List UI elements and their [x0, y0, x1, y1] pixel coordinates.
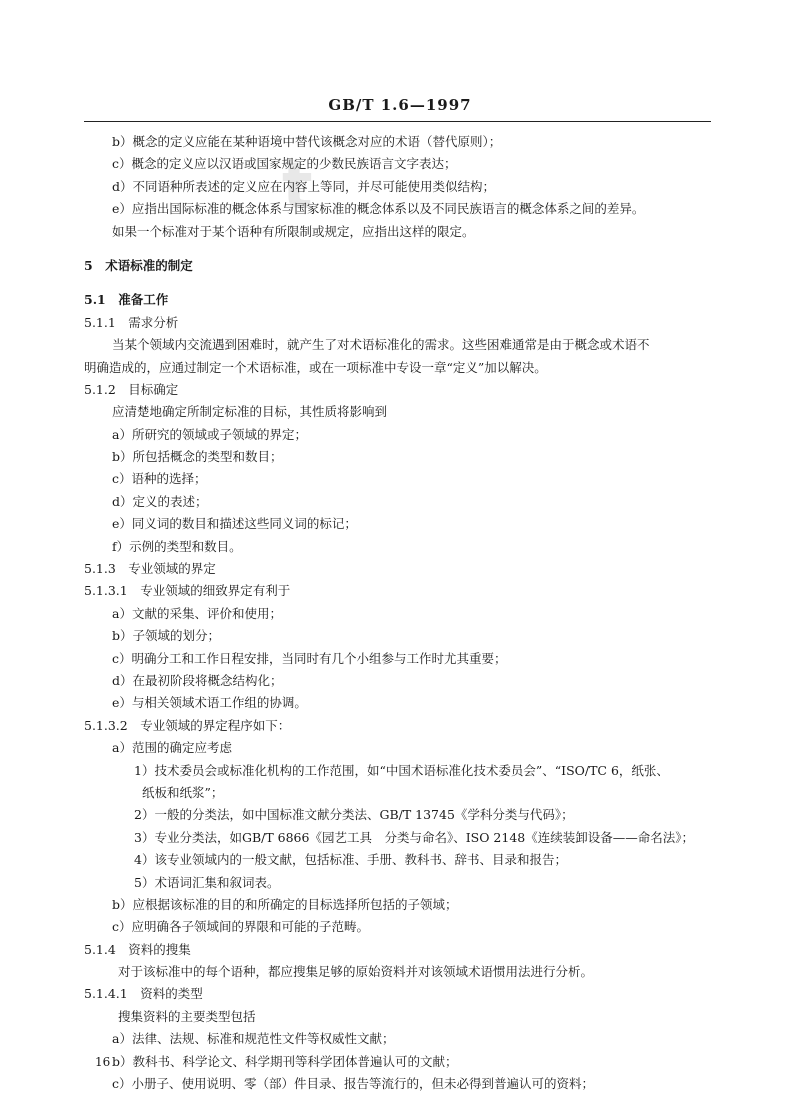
list-item: a）文献的采集、评价和使用；	[112, 605, 282, 621]
list-item: c）小册子、使用说明、零（部）件目录、报告等流行的，但未必得到普遍认可的资料；	[112, 1076, 595, 1092]
list-item: c）概念的定义应以汉语或国家规定的少数民族语言文字表达；	[112, 156, 457, 172]
header-title: GB/T 1.6—1997	[328, 96, 472, 114]
subsection-heading: 5.1.3 专业领域的界定	[84, 561, 216, 577]
list-item: c）应明确各子领域间的界限和可能的子范畴。	[112, 919, 370, 935]
list-item: b）概念的定义应能在某种语境中替代该概念对应的术语（替代原则）；	[112, 134, 502, 149]
list-item: e）与相关领域术语工作组的协调。	[112, 695, 307, 711]
paragraph: 如果一个标准对于某个语种有所限制或规定，应指出这样的限定。	[112, 223, 475, 239]
subsection-heading: 5.1.4.1 资料的类型	[84, 986, 203, 1002]
list-item: b）子领域的划分；	[112, 628, 221, 644]
subsection-heading: 5.1.4 资料的搜集	[84, 941, 191, 957]
paragraph: 应清楚地确定所制定标准的目标，其性质将影响到	[112, 404, 388, 420]
watermark: t	[282, 150, 315, 224]
subsection-heading: 5.1.3.2 专业领域的界定程序如下：	[84, 717, 291, 733]
paragraph: 搜集资料的主要类型包括	[118, 1008, 256, 1024]
list-item: 4）该专业领域内的一般文献，包括标准、手册、教科书、辞书、目录和报告；	[134, 852, 567, 868]
list-item: b）教科书、科学论文、科学期刊等科学团体普遍认可的文献；	[112, 1053, 458, 1069]
list-item: c）明确分工和工作日程安排，当同时有几个小组参与工作时尤其重要；	[112, 650, 507, 666]
list-item: d）不同语种所表述的定义应在内容上等同，并尽可能使用类似结构；	[112, 178, 496, 194]
list-item: b）所包括概念的类型和数目；	[112, 449, 283, 465]
subsection-heading: 5.1.2 目标确定	[84, 381, 179, 397]
list-item: a）法律、法规、标准和规范性文件等权威性文献；	[112, 1031, 395, 1047]
list-item: e）同义词的数目和描述这些同义词的标记；	[112, 516, 357, 532]
subsection-heading: 5.1 准备工作	[84, 292, 169, 308]
list-item: e）应指出国际标准的概念体系与国家标准的概念体系以及不同民族语言的概念体系之间的差异。	[112, 201, 645, 217]
list-item: b）应根据该标准的目的和所确定的目标选择所包括的子领域；	[112, 896, 458, 912]
page-number: 16	[95, 1055, 111, 1069]
subsection-heading: 5.1.3.1 专业领域的细致界定有利于	[84, 583, 291, 599]
list-item: c）语种的选择；	[112, 471, 207, 487]
list-item: 3）专业分类法，如GB/T 6866《园艺工具 分类与命名》、ISO 2148《连续装卸设备——命名法》；	[134, 829, 694, 845]
section-heading: 5 术语标准的制定	[84, 257, 193, 273]
paragraph: 明确造成的，应通过制定一个术语标准，或在一项标准中专设一章“定义”加以解决。	[84, 359, 547, 375]
list-item: 5）术语词汇集和叙词表。	[134, 874, 280, 890]
list-item: d）在最初阶段将概念结构化；	[112, 672, 283, 688]
list-item: 2）一般的分类法，如中国标准文献分类法、GB/T 13745《学科分类与代码》；	[134, 807, 574, 823]
list-item: a）范围的确定应考虑	[112, 740, 232, 756]
document-body	[84, 131, 714, 1095]
header-rule	[84, 121, 711, 122]
paragraph: 当某个领域内交流遇到困难时，就产生了对术语标准化的需求。这些困难通常是由于概念或术语不	[112, 337, 650, 353]
list-item: d）定义的表述；	[112, 493, 208, 509]
list-item: a）所研究的领域或子领域的界定；	[112, 426, 307, 442]
list-item: f）示例的类型和数目。	[112, 538, 242, 554]
list-item: 1）技术委员会或标准化机构的工作范围，如“中国术语标准化技术委员会”、“ISO/TC 6，纸张、	[134, 762, 669, 778]
subsection-heading: 5.1.1 需求分析	[84, 314, 179, 330]
paragraph: 对于该标准中的每个语种，都应搜集足够的原始资料并对该领域术语惯用法进行分析。	[118, 964, 594, 980]
list-item: 纸板和纸浆”；	[142, 784, 224, 800]
